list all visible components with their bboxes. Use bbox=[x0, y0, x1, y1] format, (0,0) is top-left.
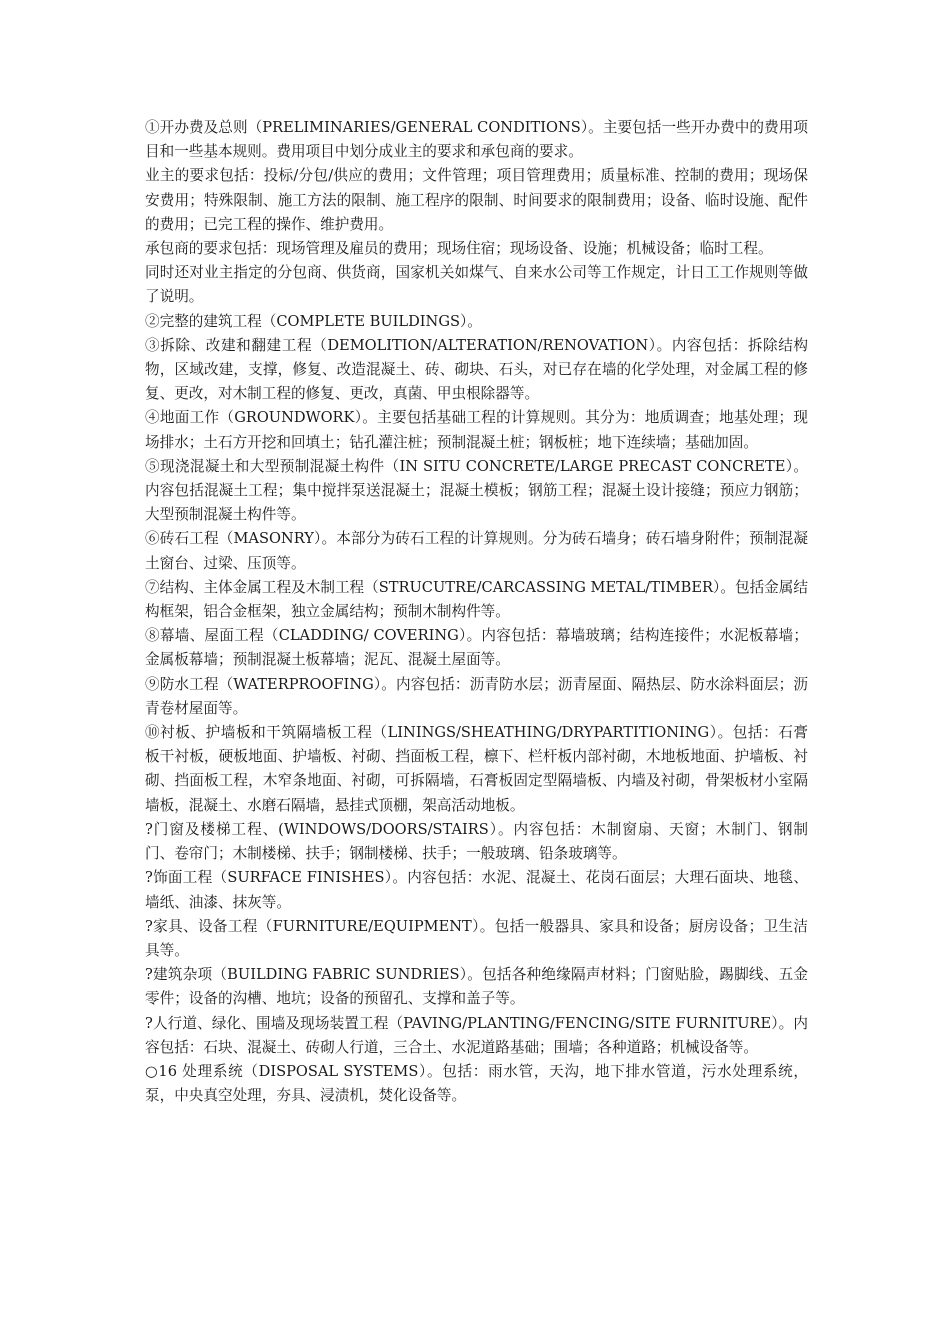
paragraph-complete-buildings: ②完整的建筑工程（COMPLETE BUILDINGS）。 bbox=[145, 312, 482, 330]
paragraph-contractor-requirements: 承包商的要求包括：现场管理及雇员的费用；现场住宿；现场设备、设施；机械设备；临时工程。 bbox=[145, 240, 773, 258]
paragraph-building-fabric-sundries: ?建筑杂项（BUILDING FABRIC SUNDRIES）。包括各种绝缘隔声材料；门窗贴脸，踢脚线、五金零件；设备的沟槽、地坑；设备的预留孔、支撑和盖子等。 bbox=[145, 966, 808, 1008]
paragraph-preliminaries: ①开办费及总则（PRELIMINARIES/GENERAL CONDITIONS）。主要包括一些开办费中的费用项目和一些基本规则。费用项目中划分成业主的要求和承包商的要求。 bbox=[145, 119, 808, 161]
paragraph-windows-doors-stairs: ?门窗及楼梯工程、(WINDOWS/DOORS/STAIRS）。内容包括：木制窗扇、天窗；木制门、钢制门、卷帘门；木制楼梯、扶手；钢制楼梯、扶手；一般玻璃、铅条玻璃等。 bbox=[145, 820, 808, 863]
paragraph-cladding-covering: ⑧幕墙、屋面工程（CLADDING/ COVERING）。内容包括：幕墙玻璃；结构连接件；水泥板幕墙；金属板幕墙；预制混凝土板幕墙；泥瓦、混凝土屋面等。 bbox=[145, 627, 808, 669]
paragraph-demolition: ③拆除、改建和翻建工程（DEMOLITION/ALTERATION/RENOVATION）。内容包括：拆除结构物，区域改建，支撑，修复、改造混凝土、砖、砌块、石头，对已存在墙的化学处理，对金属工程的修复、更改，对木制工程的修复、更改，真菌、甲虫根除器等。 bbox=[145, 336, 808, 403]
paragraph-waterproofing: ⑨防水工程（WATERPROOFING）。内容包括：沥青防水层；沥青屋面、隔热层、防水涂料面层；沥青卷材屋面等。 bbox=[145, 675, 808, 717]
paragraph-paving-planting: ?人行道、绿化、围墙及现场装置工程（PAVING/PLANTING/FENCING/SITE FURNITURE）。内容包括：石块、混凝土、砖砌人行道，三合土、水泥道路基础；围墙；各种道路；机械设备等。 bbox=[145, 1014, 808, 1056]
paragraph-disposal-systems: ○16 处理系统（DISPOSAL SYSTEMS）。包括：雨水管，天沟，地下排水管道，污水处理系统，泵，中央真空处理，夯具、浸渍机，焚化设备等。 bbox=[145, 1062, 808, 1105]
paragraph-in-situ-concrete: ⑤现浇混凝土和大型预制混凝土构件（IN SITU CONCRETE/LARGE PRECAST CONCRETE）。内容包括混凝土工程；集中搅拌泵送混凝土；混凝土模板；钢筋工程；混凝土设计接缝；预应力钢筋；大型预制混凝土构件等。 bbox=[145, 457, 808, 524]
paragraph-employer-requirements: 业主的要求包括：投标/分包/供应的费用；文件管理；项目管理费用；质量标准、控制的费用；现场保安费用；特殊限制、施工方法的限制、施工程序的限制、时间要求的限制费用；设备、临时设施、配件的费用；已完工程的操作、维护费用。 bbox=[145, 167, 808, 233]
paragraph-groundwork: ④地面工作（GROUNDWORK）。主要包括基础工程的计算规则。其分为：地质调查；地基处理；现场排水；土石方开挖和回填土；钻孔灌注桩；预制混凝土桩；钢板桩；地下连续墙；基础加固。 bbox=[145, 409, 808, 451]
paragraph-linings-sheathing: ⑩衬板、护墙板和干筑隔墙板工程（LININGS/SHEATHING/DRYPARTITIONING）。包括：石膏板干衬板，硬板地面、护墙板、衬砌、挡面板工程，檩下、栏杆板内部衬砌，木地板地面、护墙板、衬砌、挡面板工程，木窄条地面、衬砌，可拆隔墙，石膏板固定型隔墙板、内墙及衬砌，骨架板材小室隔墙板，混凝土、水磨石隔墙，悬挂式顶棚，架高活动地板。 bbox=[145, 724, 808, 814]
document-body bbox=[145, 116, 808, 1108]
paragraph-structure-metal-timber: ⑦结构、主体金属工程及木制工程（STRUCUTRE/CARCASSING METAL/TIMBER）。包括金属结构框架，铝合金框架，独立金属结构；预制木制构件等。 bbox=[145, 578, 808, 621]
paragraph-nominated-subcontractors: 同时还对业主指定的分包商、供货商，国家机关如煤气、自来水公司等工作规定，计日工工作规则等做了说明。 bbox=[145, 264, 808, 306]
paragraph-masonry: ⑥砖石工程（MASONRY）。本部分为砖石工程的计算规则。分为砖石墙身；砖石墙身附件；预制混凝土窗台、过梁、压顶等。 bbox=[145, 530, 808, 572]
paragraph-furniture-equipment: ?家具、设备工程（FURNITURE/EQUIPMENT）。包括一般器具、家具和设备；厨房设备；卫生洁具等。 bbox=[145, 917, 808, 959]
paragraph-surface-finishes: ?饰面工程（SURFACE FINISHES）。内容包括：水泥、混凝土、花岗石面层；大理石面块、地毯、墙纸、油漆、抹灰等。 bbox=[145, 869, 808, 911]
